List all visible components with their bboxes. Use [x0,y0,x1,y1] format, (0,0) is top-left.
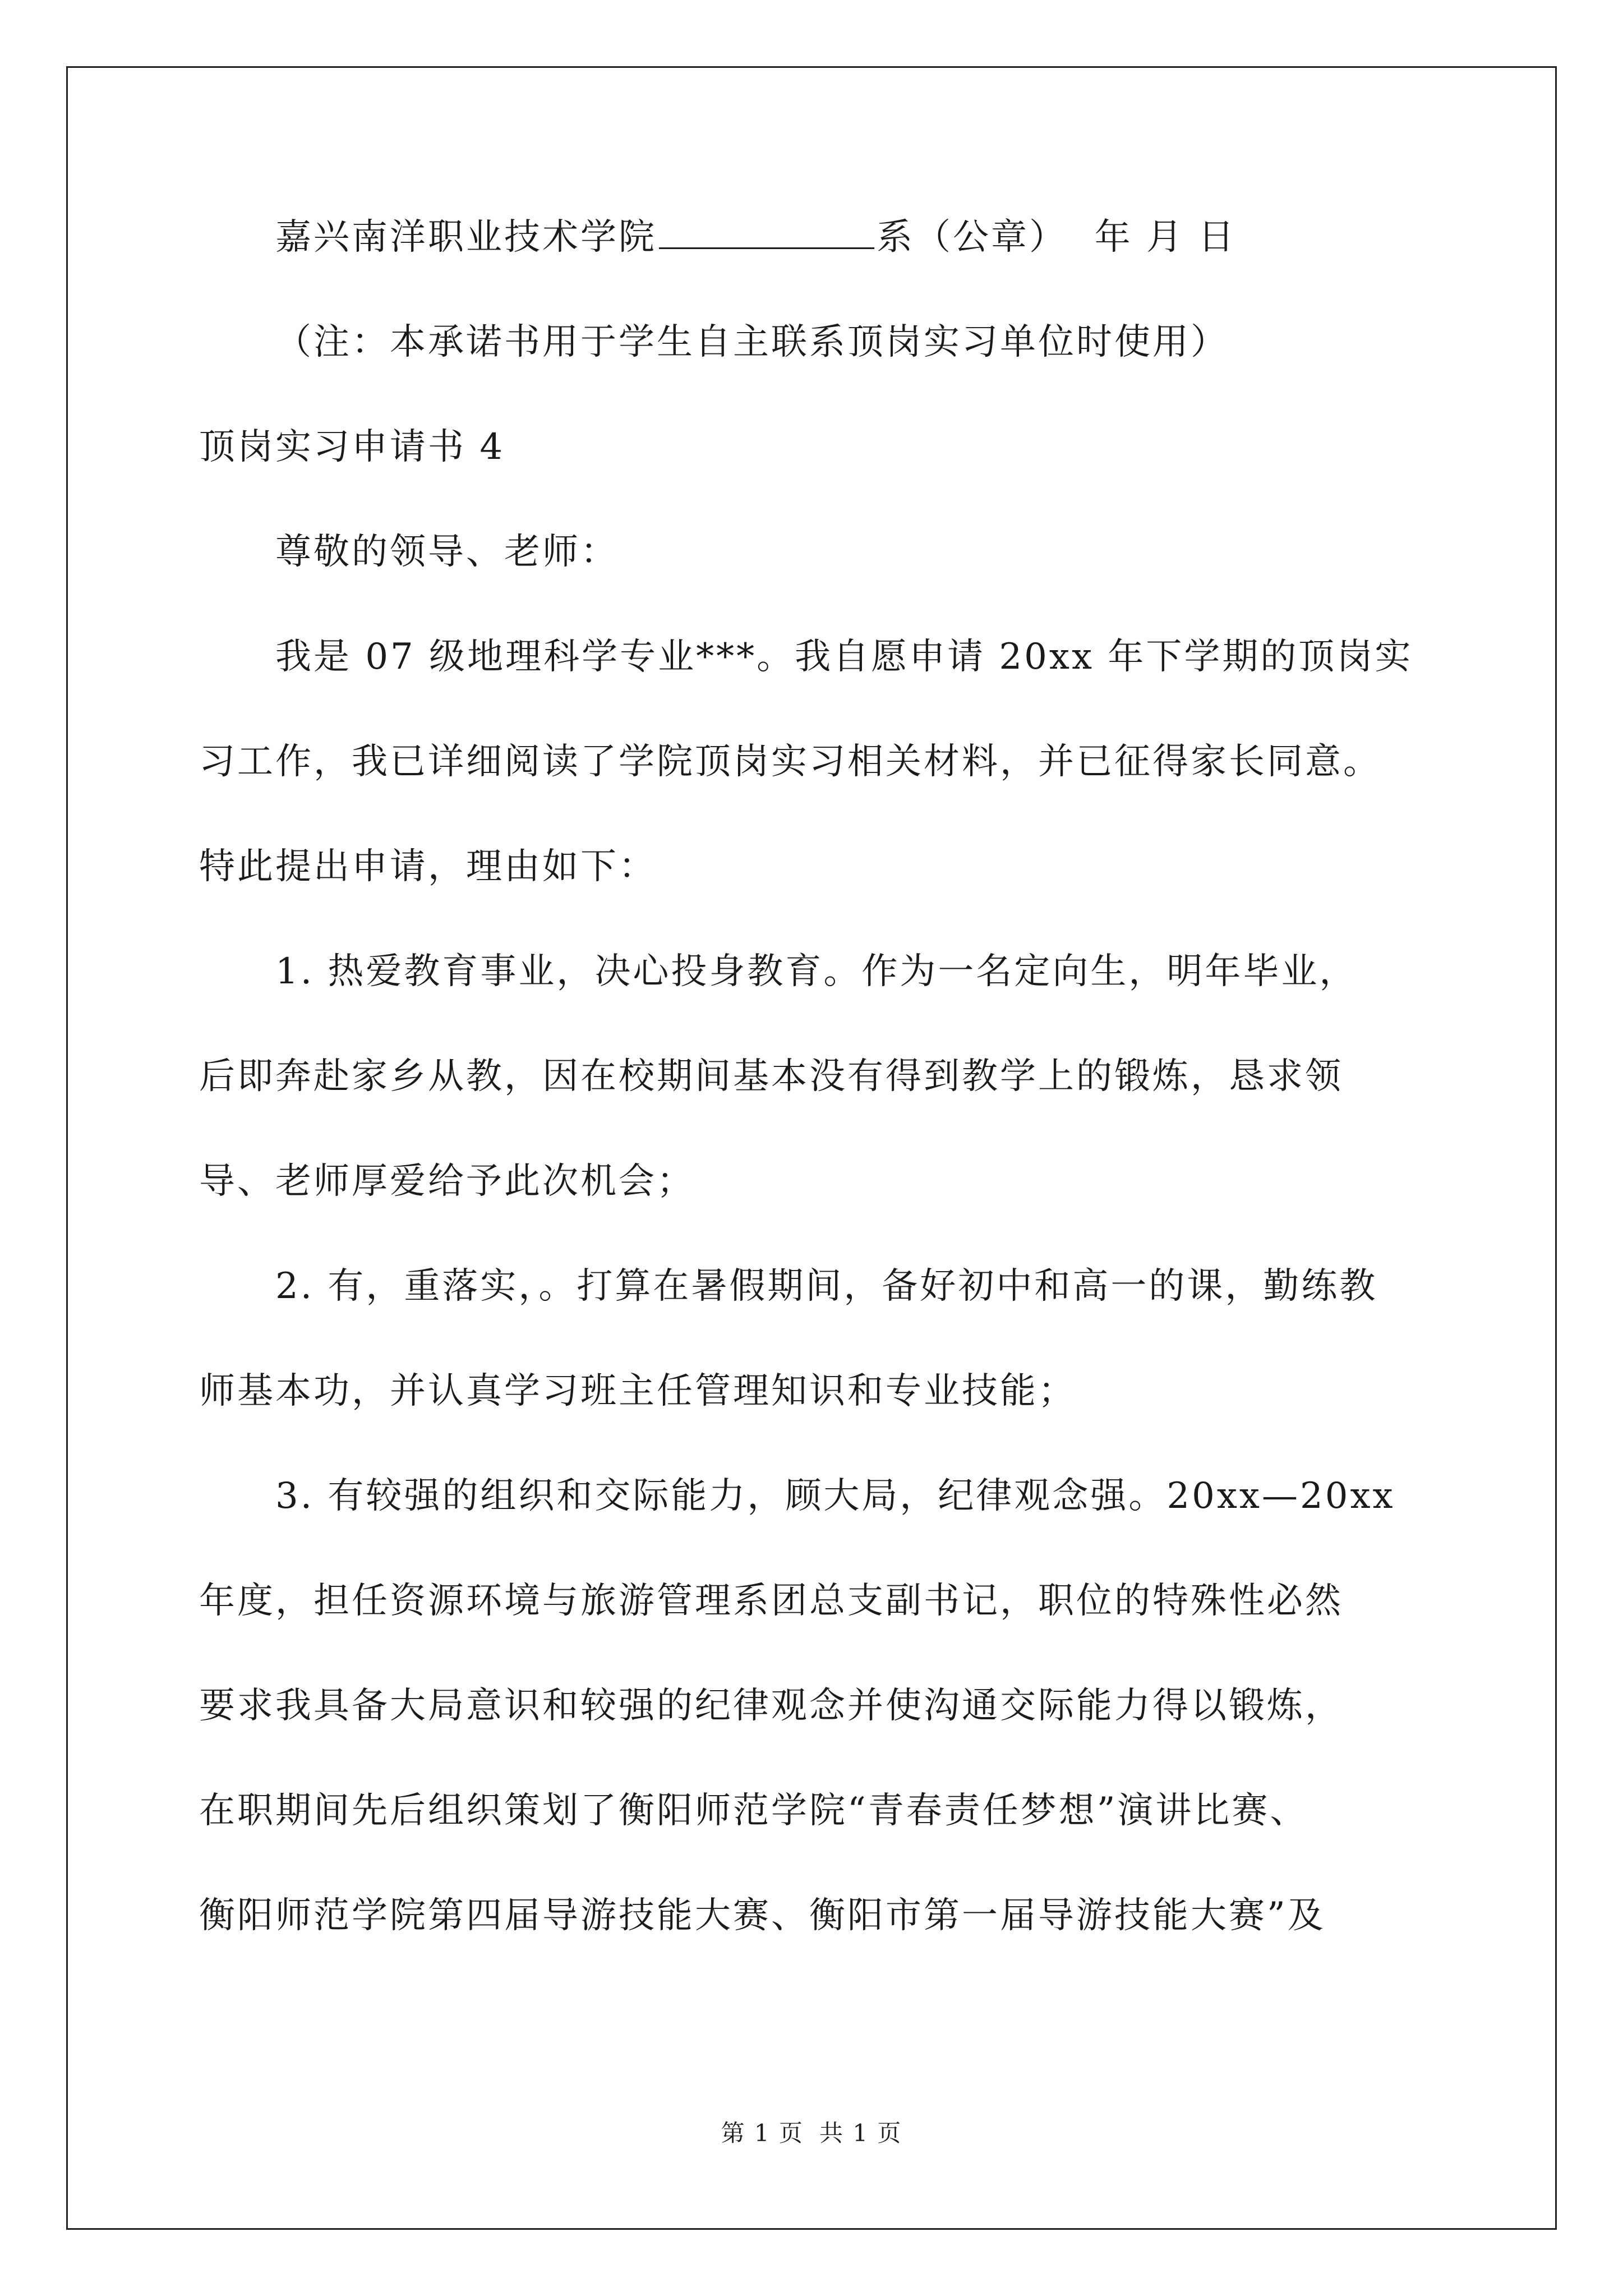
usage-note: （注：本承诺书用于学生自主联系顶岗实习单位时使用） [275,321,1229,363]
paragraph-line: 特此提出申请，理由如下： [199,846,657,887]
paragraph-line: 导、老师厚爱给予此次机会； [199,1161,695,1202]
department-blank [659,214,874,249]
paragraph-line: 1. 热爱教育事业，决心投身教育。作为一名定向生，明年毕业， [275,951,1358,992]
page-total: 共 1 页 [819,2119,902,2147]
salutation: 尊敬的领导、老师： [275,531,619,573]
paragraph-line: 衡阳师范学院第四届导游技能大赛、衡阳市第一届导游技能大赛”及 [199,1895,1326,1936]
page-number: 第 1 页 [721,2119,804,2147]
paragraph-line: 习工作，我已详细阅读了学院顶岗实习相关材料，并已征得家长同意。 [199,741,1381,783]
paragraph-line: 后即奔赴家乡从教，因在校期间基本没有得到教学上的锻炼，恳求领 [199,1056,1343,1097]
document-body [199,185,1461,1968]
page-footer [0,2115,1623,2148]
paragraph-line: 师基本功，并认真学习班主任管理知识和专业技能； [199,1370,1076,1412]
section-title: 顶岗实习申请书 4 [199,426,505,468]
school-name: 嘉兴南洋职业技术学院 [275,217,657,258]
paragraph-line: 要求我具备大局意识和较强的纪律观念并使沟通交际能力得以锻炼， [199,1685,1343,1727]
signature-line [199,185,1461,290]
paragraph-line: 2. 有，重落实，。打算在暑假期间，备好初中和高一的课，勤练教 [275,1266,1378,1307]
paragraph-line: 3. 有较强的组织和交际能力，顾大局，纪律观念强。20xx—20xx [275,1475,1395,1517]
paragraph-line: 我是 07 级地理科学专业***。我自愿申请 20xx 年下学期的顶岗实 [275,636,1413,678]
paragraph-line: 在职期间先后组织策划了衡阳师范学院“青春责任梦想”演讲比赛、 [199,1790,1308,1832]
signature-date: 年 月 日 [1094,217,1237,258]
paragraph-line: 年度，担任资源环境与旅游管理系团总支副书记，职位的特殊性必然 [199,1580,1343,1622]
department-seal: 系（公章） [877,217,1067,258]
